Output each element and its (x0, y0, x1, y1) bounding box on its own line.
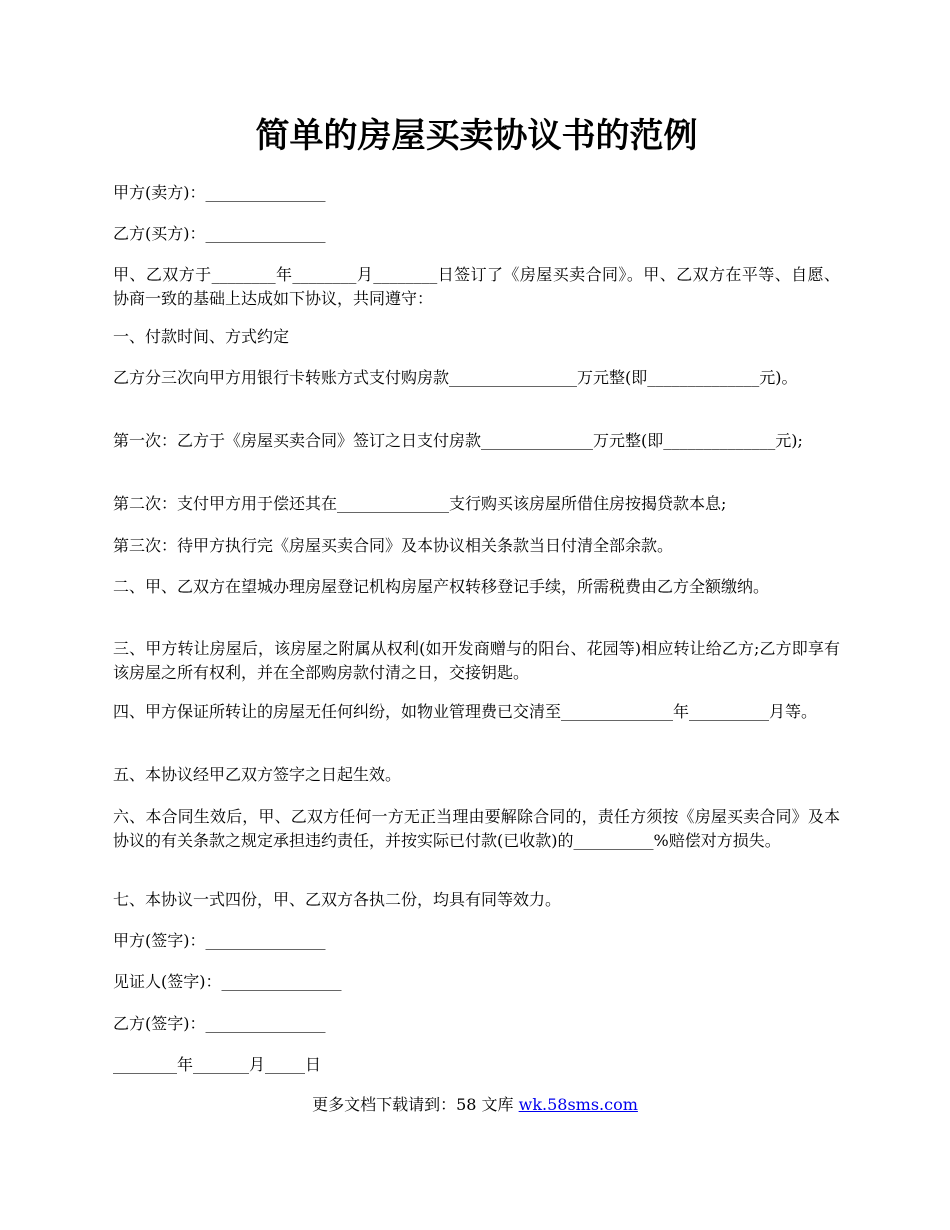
section-3-paragraph: 三、甲方转让房屋后，该房屋之附属从权利(如开发商赠与的阳台、花园等)相应转让给乙方;乙方即享有该房屋之所有权利，并在全部购房款付清之日，交接钥匙。 (113, 639, 840, 682)
footer-text: 更多文档下载请到：58 文库 (312, 1095, 519, 1114)
party-a-seller-line: 甲方(卖方)：_______________ (113, 183, 326, 202)
section-4-paragraph: 四、甲方保证所转让的房屋无任何纠纷，如物业管理费已交清至______________年__________月等。 (113, 702, 818, 721)
party-b-buyer-line: 乙方(买方)：_______________ (113, 224, 326, 243)
document-title: 简单的房屋买卖协议书的范例 (255, 116, 698, 156)
payment-total-paragraph: 乙方分三次向甲方用银行卡转账方式支付购房款________________万元整(即______________元)。 (113, 368, 798, 387)
witness-signature-line: 见证人(签字)：_______________ (113, 972, 342, 991)
footer (0, 1093, 950, 1117)
second-payment-paragraph: 第二次：支付甲方用于偿还其在______________支行购买该房屋所借住房按揭贷款本息; (113, 494, 727, 513)
section-1-heading: 一、付款时间、方式约定 (113, 327, 290, 346)
party-a-signature-line: 甲方(签字)：_______________ (113, 931, 326, 950)
date-line: ________年_______月_____日 (113, 1055, 322, 1074)
section-5-paragraph: 五、本协议经甲乙双方签字之日起生效。 (113, 765, 402, 784)
footer-link[interactable]: wk.58sms.com (518, 1095, 638, 1114)
party-b-signature-line: 乙方(签字)：_______________ (113, 1014, 326, 1033)
intro-paragraph: 甲、乙双方于________年________月________日签订了《房屋买卖合同》。甲、乙双方在平等、自愿、协商一致的基础上达成如下协议，共同遵守： (113, 265, 840, 308)
first-payment-paragraph: 第一次：乙方于《房屋买卖合同》签订之日支付房款______________万元整(即______________元); (113, 431, 803, 450)
third-payment-paragraph: 第三次：待甲方执行完《房屋买卖合同》及本协议相关条款当日付清全部余款。 (113, 536, 674, 555)
section-6-paragraph: 六、本合同生效后，甲、乙双方任何一方无正当理由要解除合同的，责任方须按《房屋买卖合同》及本协议的有关条款之规定承担违约责任，并按实际已付款(已收款)的__________%赔偿对方损失。 (113, 807, 840, 850)
section-2-paragraph: 二、甲、乙双方在望城办理房屋登记机构房屋产权转移登记手续，所需税费由乙方全额缴纳。 (113, 577, 770, 596)
section-7-paragraph: 七、本协议一式四份，甲、乙双方各执二份，均具有同等效力。 (113, 890, 562, 909)
